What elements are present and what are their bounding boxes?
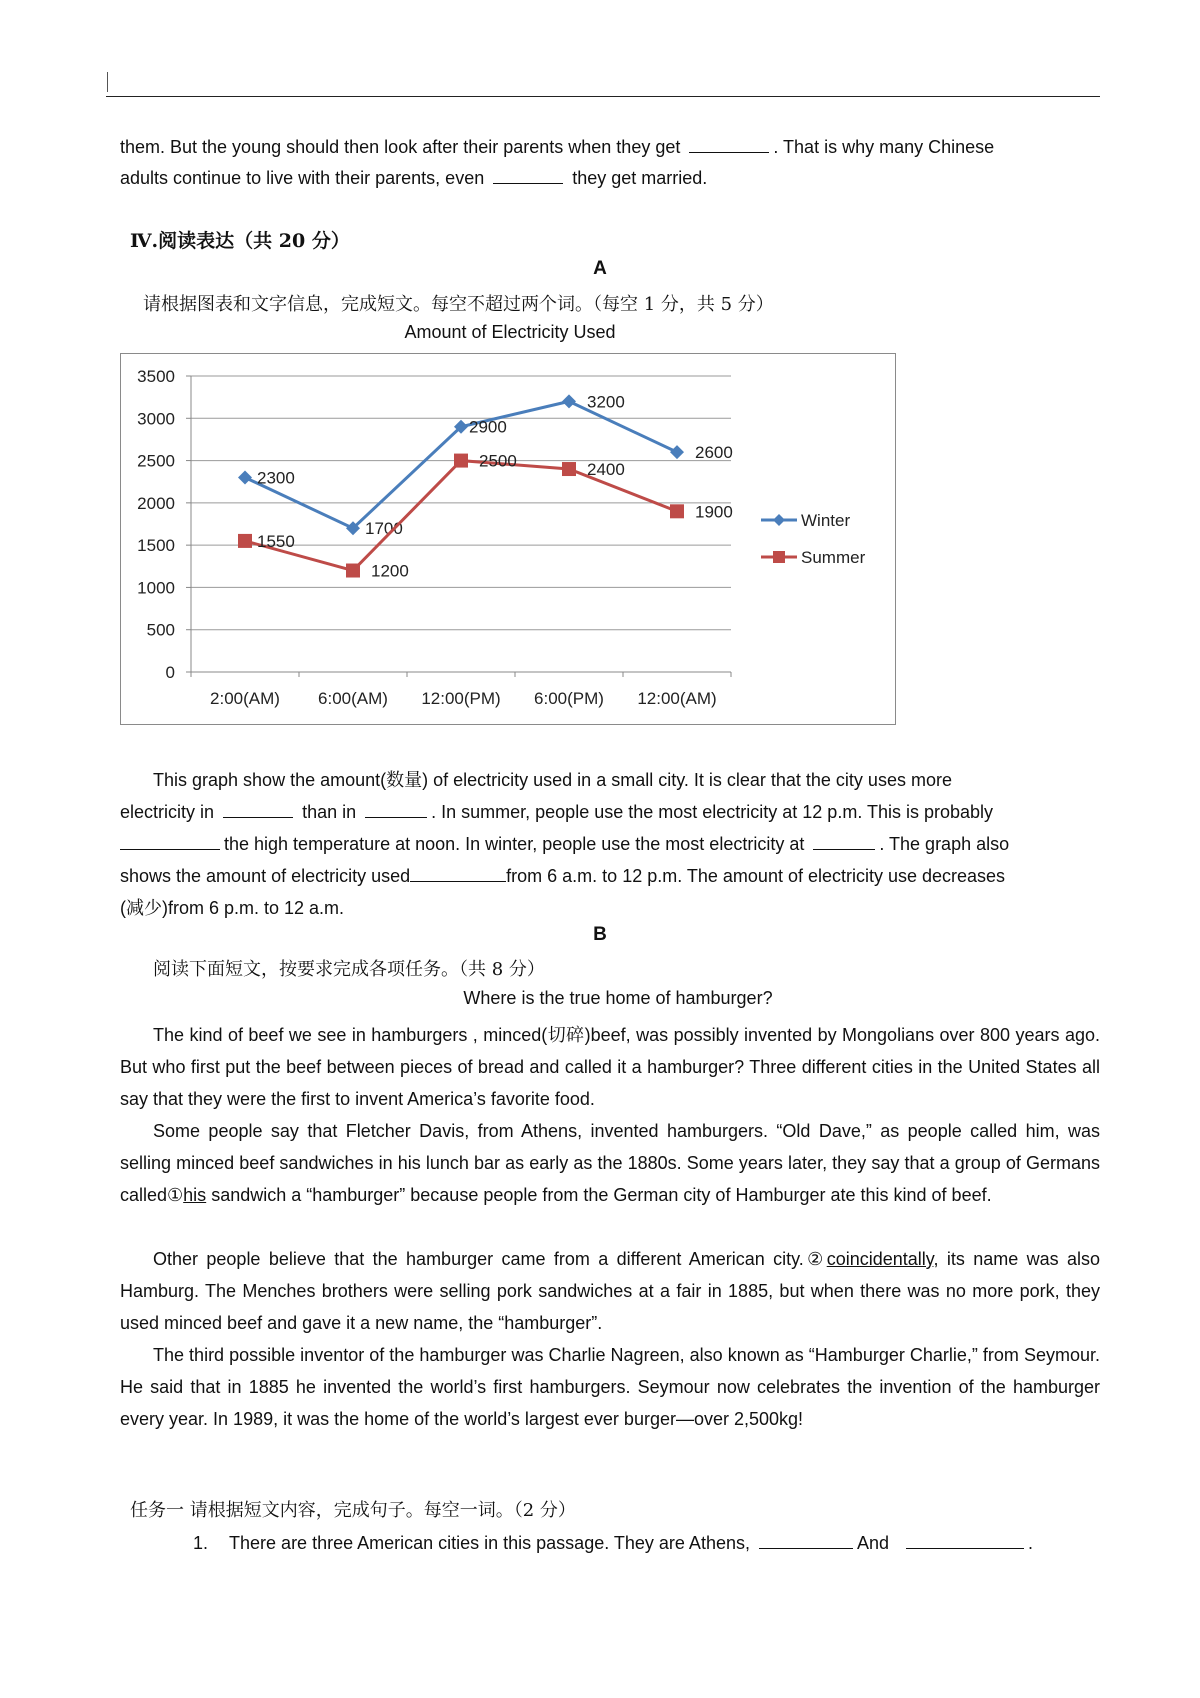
legend-marker bbox=[773, 514, 785, 526]
task1-heading: 任务一 请根据短文内容，完成句子。每空一词。（2 分） bbox=[130, 1500, 576, 1521]
y-tick-label: 1000 bbox=[137, 578, 175, 598]
intro-line-1 bbox=[120, 131, 1100, 163]
intro-text: . That is why many Chinese bbox=[773, 137, 995, 157]
passage-text: This graph show the amount(数量) of electricity used in a small city. It is clear that the city uses more bbox=[153, 770, 952, 790]
line-chart bbox=[121, 354, 895, 724]
data-label: 2400 bbox=[587, 460, 625, 480]
data-label: 2600 bbox=[695, 443, 733, 463]
data-label: 1550 bbox=[257, 531, 295, 551]
x-tick-label: 6:00(AM) bbox=[318, 689, 388, 708]
part-a-instruction: 请根据图表和文字信息，完成短文。每空不超过两个词。（每空 1 分，共 5 分） bbox=[143, 294, 774, 315]
underlined-word-his: his bbox=[183, 1185, 207, 1205]
data-label: 2900 bbox=[469, 417, 507, 437]
passage-text: electricity in bbox=[120, 802, 215, 822]
y-tick-label: 3500 bbox=[137, 367, 175, 386]
answer-blank[interactable] bbox=[120, 831, 220, 850]
passage-a-line-1 bbox=[120, 764, 1100, 796]
y-tick-label: 0 bbox=[165, 663, 175, 682]
part-b-label: B bbox=[593, 924, 607, 945]
answer-blank[interactable] bbox=[365, 799, 427, 818]
part-a-label: A bbox=[593, 258, 607, 279]
answer-blank[interactable] bbox=[689, 134, 769, 153]
data-label: 2500 bbox=[479, 451, 517, 471]
question-1 bbox=[193, 1530, 1033, 1554]
y-tick-label: 500 bbox=[146, 620, 175, 640]
passage-a-line-2 bbox=[120, 796, 1100, 828]
passage-text: . In summer, people use the most electricity at 12 p.m. This is probably bbox=[431, 802, 994, 822]
data-point-summer bbox=[454, 454, 468, 468]
passage-b-paragraph-4: The third possible inventor of the hamburger was Charlie Nagreen, also known as “Hamburger Charlie,” from Seymour. He said that in 1885 he invented the world’s first hamburgers. Seymour now celebrates the invention of the hamburger every year. In 1989, it was the home of the world’s largest ever burger—over 2,500kg! bbox=[120, 1345, 1100, 1429]
passage-text: (减少)from 6 p.m. to 12 a.m. bbox=[120, 898, 345, 918]
x-tick-label: 12:00(PM) bbox=[421, 689, 501, 708]
intro-text: them. But the young should then look after their parents when they get bbox=[120, 137, 681, 157]
legend-label-winter: Winter bbox=[801, 511, 851, 530]
y-tick-label: 3000 bbox=[137, 409, 175, 429]
answer-blank[interactable] bbox=[813, 831, 875, 850]
passage-text: from 6 a.m. to 12 p.m. The amount of electricity use decreases bbox=[506, 866, 1006, 886]
section-title: Ⅳ.阅读表达（共 20 分） bbox=[130, 230, 350, 252]
data-label: 3200 bbox=[587, 392, 625, 412]
intro-text: they get married. bbox=[572, 168, 708, 188]
page-corner-mark bbox=[107, 72, 108, 92]
answer-blank[interactable] bbox=[906, 1530, 1024, 1549]
data-label: 1700 bbox=[365, 519, 403, 539]
answer-blank[interactable] bbox=[410, 863, 506, 882]
passage-text: shows the amount of electricity used bbox=[120, 866, 411, 886]
legend-marker bbox=[773, 551, 785, 563]
question-text: . bbox=[1028, 1533, 1034, 1553]
data-label: 1900 bbox=[695, 502, 733, 522]
data-point-summer bbox=[670, 504, 684, 518]
y-tick-label: 2000 bbox=[137, 493, 175, 513]
passage-b-title: Where is the true home of hamburger? bbox=[463, 988, 773, 1008]
question-text: There are three American cities in this passage. They are Athens, bbox=[229, 1533, 750, 1553]
data-point-winter bbox=[238, 470, 252, 484]
answer-blank[interactable] bbox=[493, 165, 563, 184]
passage-text: Some people say that Fletcher Davis, from Athens, invented hamburgers. “Old Dave,” as people called him, was selling minced beef sandwiches in his lunch bar as early as the 1880s. Some years later, they say that a group of Germans called① bbox=[120, 1121, 1100, 1205]
data-point-summer bbox=[562, 462, 576, 476]
chart-title: Amount of Electricity Used bbox=[404, 322, 616, 342]
intro-text: adults continue to live with their parents, even bbox=[120, 168, 485, 188]
passage-text: sandwich a “hamburger” because people from the German city of Hamburger ate this kind of beef. bbox=[206, 1185, 992, 1205]
chart-frame bbox=[120, 353, 896, 725]
passage-b-paragraph-1: The kind of beef we see in hamburgers , minced(切碎)beef, was possibly invented by Mongolians over 800 years ago. But who first put the beef between pieces of bread and called it a hamburger? Three different cities in the United States all say that they were the first to invent America’s favorite food. bbox=[120, 1025, 1100, 1109]
x-tick-label: 12:00(AM) bbox=[637, 689, 717, 708]
passage-text: . The graph also bbox=[879, 834, 1010, 854]
answer-blank[interactable] bbox=[223, 799, 293, 818]
passage-a-line-4 bbox=[120, 860, 1100, 892]
passage-text: the high temperature at noon. In winter, people use the most electricity at bbox=[224, 834, 805, 854]
passage-b-paragraph-2 bbox=[120, 1115, 1100, 1211]
underlined-word-coincidentally: coincidentally bbox=[826, 1249, 934, 1269]
y-tick-label: 2500 bbox=[137, 451, 175, 471]
passage-b-paragraph-3 bbox=[120, 1243, 1100, 1339]
answer-blank[interactable] bbox=[759, 1530, 853, 1549]
header-rule bbox=[106, 96, 1100, 97]
passage-a-line-5 bbox=[120, 892, 1100, 924]
intro-line-2 bbox=[120, 162, 1100, 194]
legend-label-summer: Summer bbox=[801, 548, 866, 567]
data-point-summer bbox=[346, 564, 360, 578]
passage-text: than in bbox=[302, 802, 357, 822]
passage-a-line-3 bbox=[120, 828, 1100, 860]
part-b-instruction: 阅读下面短文，按要求完成各项任务。（共 8 分） bbox=[153, 959, 545, 980]
y-tick-label: 1500 bbox=[137, 536, 175, 556]
question-text: And bbox=[857, 1533, 890, 1553]
passage-text: , its name was also Hamburg. The Menches brothers were selling pork sandwiches at a fair in 1885, but when there was no more pork, they used minced beef and gave it a new name, the “hamburger”. bbox=[120, 1249, 1101, 1333]
data-point-winter bbox=[562, 394, 576, 408]
data-point-winter bbox=[670, 445, 684, 459]
question-number: 1. bbox=[193, 1533, 209, 1553]
data-label: 2300 bbox=[257, 468, 295, 488]
data-point-summer bbox=[238, 534, 252, 548]
x-tick-label: 2:00(AM) bbox=[210, 689, 280, 708]
passage-text: Other people believe that the hamburger came from a different American city.② bbox=[153, 1249, 827, 1269]
data-label: 1200 bbox=[371, 561, 409, 581]
x-tick-label: 6:00(PM) bbox=[534, 689, 604, 708]
